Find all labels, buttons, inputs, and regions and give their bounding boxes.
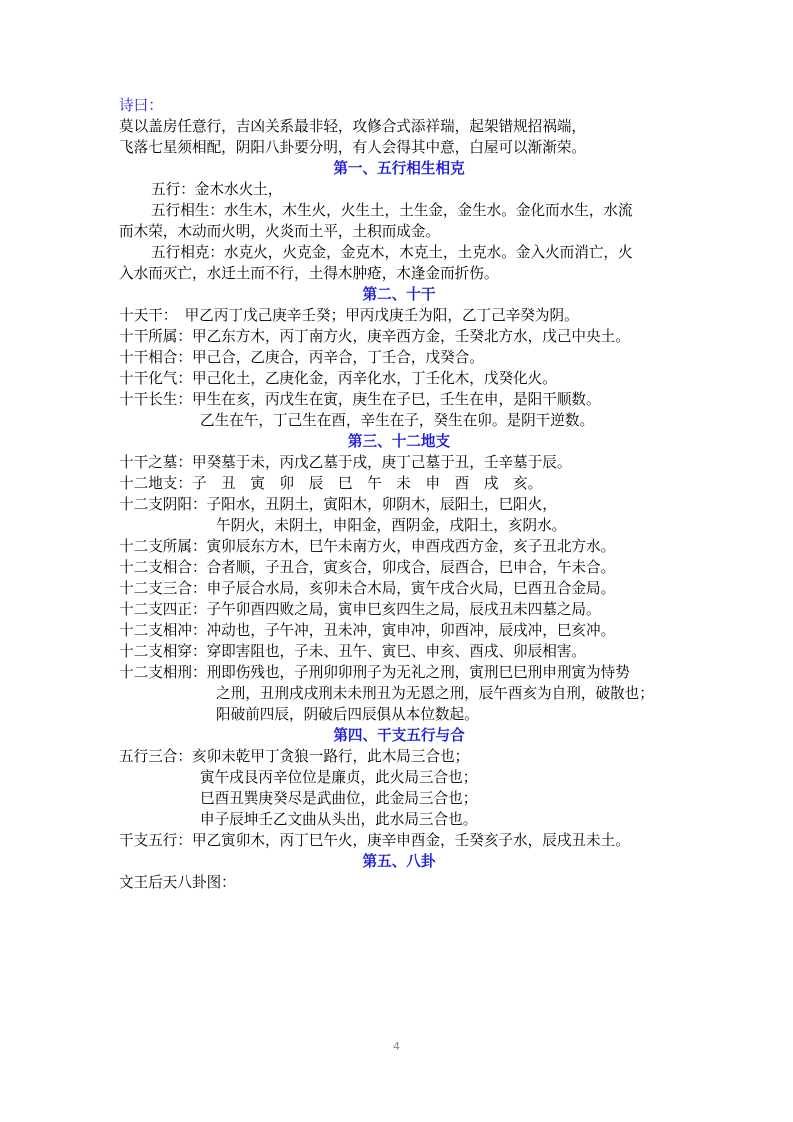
s3-line-8: 十二支四正：子午卯酉四败之局，寅申巳亥四生之局，辰戌丑未四墓之局。 [119, 601, 601, 618]
s4-line-1: 五行三合：亥卯未乾甲丁贪狼一路行，此木局三合也； [119, 748, 470, 765]
poem-line-2: 飞落七星须相配，阴阳八卦要分明，有人会得其中意，白屋可以渐渐荣。 [119, 139, 587, 156]
s2-line-2: 十干所属：甲乙东方木，丙丁南方火，庚辛西方金，壬癸北方水，戊己中央土。 [119, 328, 630, 345]
page-number: 4 [393, 1040, 400, 1053]
s3-line-3: 十二支阴阳：子阳水，丑阴土，寅阳木，卯阴木，辰阳土，巳阳火， [119, 496, 557, 513]
s3-line-13: 阳破前四辰，阴破后四辰俱从本位数起。 [216, 706, 479, 723]
section-2-title: 第二、十干 [362, 286, 436, 303]
s4-line-2: 寅午戌艮丙辛位位是廉贞，此火局三合也； [200, 769, 478, 786]
s3-line-6: 十二支相合：合者顺，子丑合，寅亥合，卯戌合，辰酉合，巳申合，午未合。 [119, 559, 616, 576]
section-3-title: 第三、十二地支 [347, 433, 451, 450]
section-1-title: 第一、五行相生相克 [333, 160, 465, 177]
s2-line-6: 乙生在午，丁己生在酉，辛生在子，癸生在卯。是阴干逆数。 [200, 412, 595, 429]
s3-line-10: 十二支相穿：穿即害阻也，子未、丑午、寅巳、申亥、酉戌、卯辰相害。 [119, 643, 587, 660]
s3-line-4: 午阴火，未阴土，申阳金，酉阴金，戌阳土，亥阴水。 [216, 517, 567, 534]
s1-line-1: 五行：金木水火土， [151, 181, 283, 198]
s1-line-4: 五行相克：水克火，火克金，金克木，木克土，土克水。金入火而消亡，火 [151, 244, 633, 261]
s2-line-3: 十干相合：甲己合，乙庚合，丙辛合，丁壬合，戊癸合。 [119, 349, 484, 366]
s1-line-2: 五行相生：水生木，木生火，火生土，土生金，金生水。金化而水生，水流 [151, 202, 633, 219]
s2-line-1: 十天干： 甲乙丙丁戊己庚辛壬癸；甲丙戊庚壬为阳，乙丁己辛癸为阴。 [119, 307, 579, 324]
s2-line-4: 十干化气：甲己化土，乙庚化金，丙辛化水，丁壬化木，戊癸化火。 [119, 370, 557, 387]
poem-label: 诗曰： [119, 97, 163, 114]
s4-line-4: 申子辰坤壬乙文曲从头出，此水局三合也。 [200, 811, 478, 828]
s3-line-12: 之刑，丑刑戌戌刑未未刑丑为无恩之刑，辰午酉亥为自刑，破散也； [216, 685, 654, 702]
s3-line-7: 十二支三合：申子辰合水局，亥卯未合木局，寅午戌合火局，巳酉丑合金局。 [119, 580, 616, 597]
s3-line-2: 十二地支：子 丑 寅 卯 辰 巳 午 未 申 酉 戌 亥。 [119, 475, 543, 492]
section-4-title: 第四、干支五行与合 [333, 727, 465, 744]
poem-line-1: 莫以盖房任意行，吉凶关系最非轻，攻修合式添祥瑞，起架错规招祸端， [119, 118, 587, 135]
s3-line-5: 十二支所属：寅卯辰东方木，巳午未南方火，申酉戌西方金，亥子丑北方水。 [119, 538, 616, 555]
s3-line-1: 十干之墓：甲癸墓于未，丙戊乙墓于戌，庚丁己墓于丑，壬辛墓于辰。 [119, 454, 572, 471]
s2-line-5: 十干长生：甲生在亥，丙戊生在寅，庚生在子巳，壬生在申，是阳干顺数。 [119, 391, 601, 408]
s5-line-1: 文王后天八卦图： [119, 874, 236, 891]
s3-line-9: 十二支相冲：冲动也，子午冲，丑未冲，寅申冲，卯酉冲，辰戌冲，巳亥冲。 [119, 622, 616, 639]
s4-line-3: 巳酉丑巽庚癸尽是武曲位，此金局三合也； [200, 790, 478, 807]
section-5-title: 第五、八卦 [362, 853, 436, 870]
s1-line-5: 入水而灭亡，水迁土而不行，土得木肿疮，木逢金而折伤。 [119, 265, 499, 282]
s3-line-11: 十二支相刑：刑即伤残也，子刑卯卯刑子为无礼之刑，寅刑巳巳刑申刑寅为恃势 [119, 664, 630, 681]
s4-line-5: 干支五行：甲乙寅卯木，丙丁巳午火，庚辛申酉金，壬癸亥子水，辰戌丑未土。 [119, 832, 630, 849]
s1-line-3: 而木荣，木动而火明，火炎而土平，土积而成金。 [119, 223, 441, 240]
